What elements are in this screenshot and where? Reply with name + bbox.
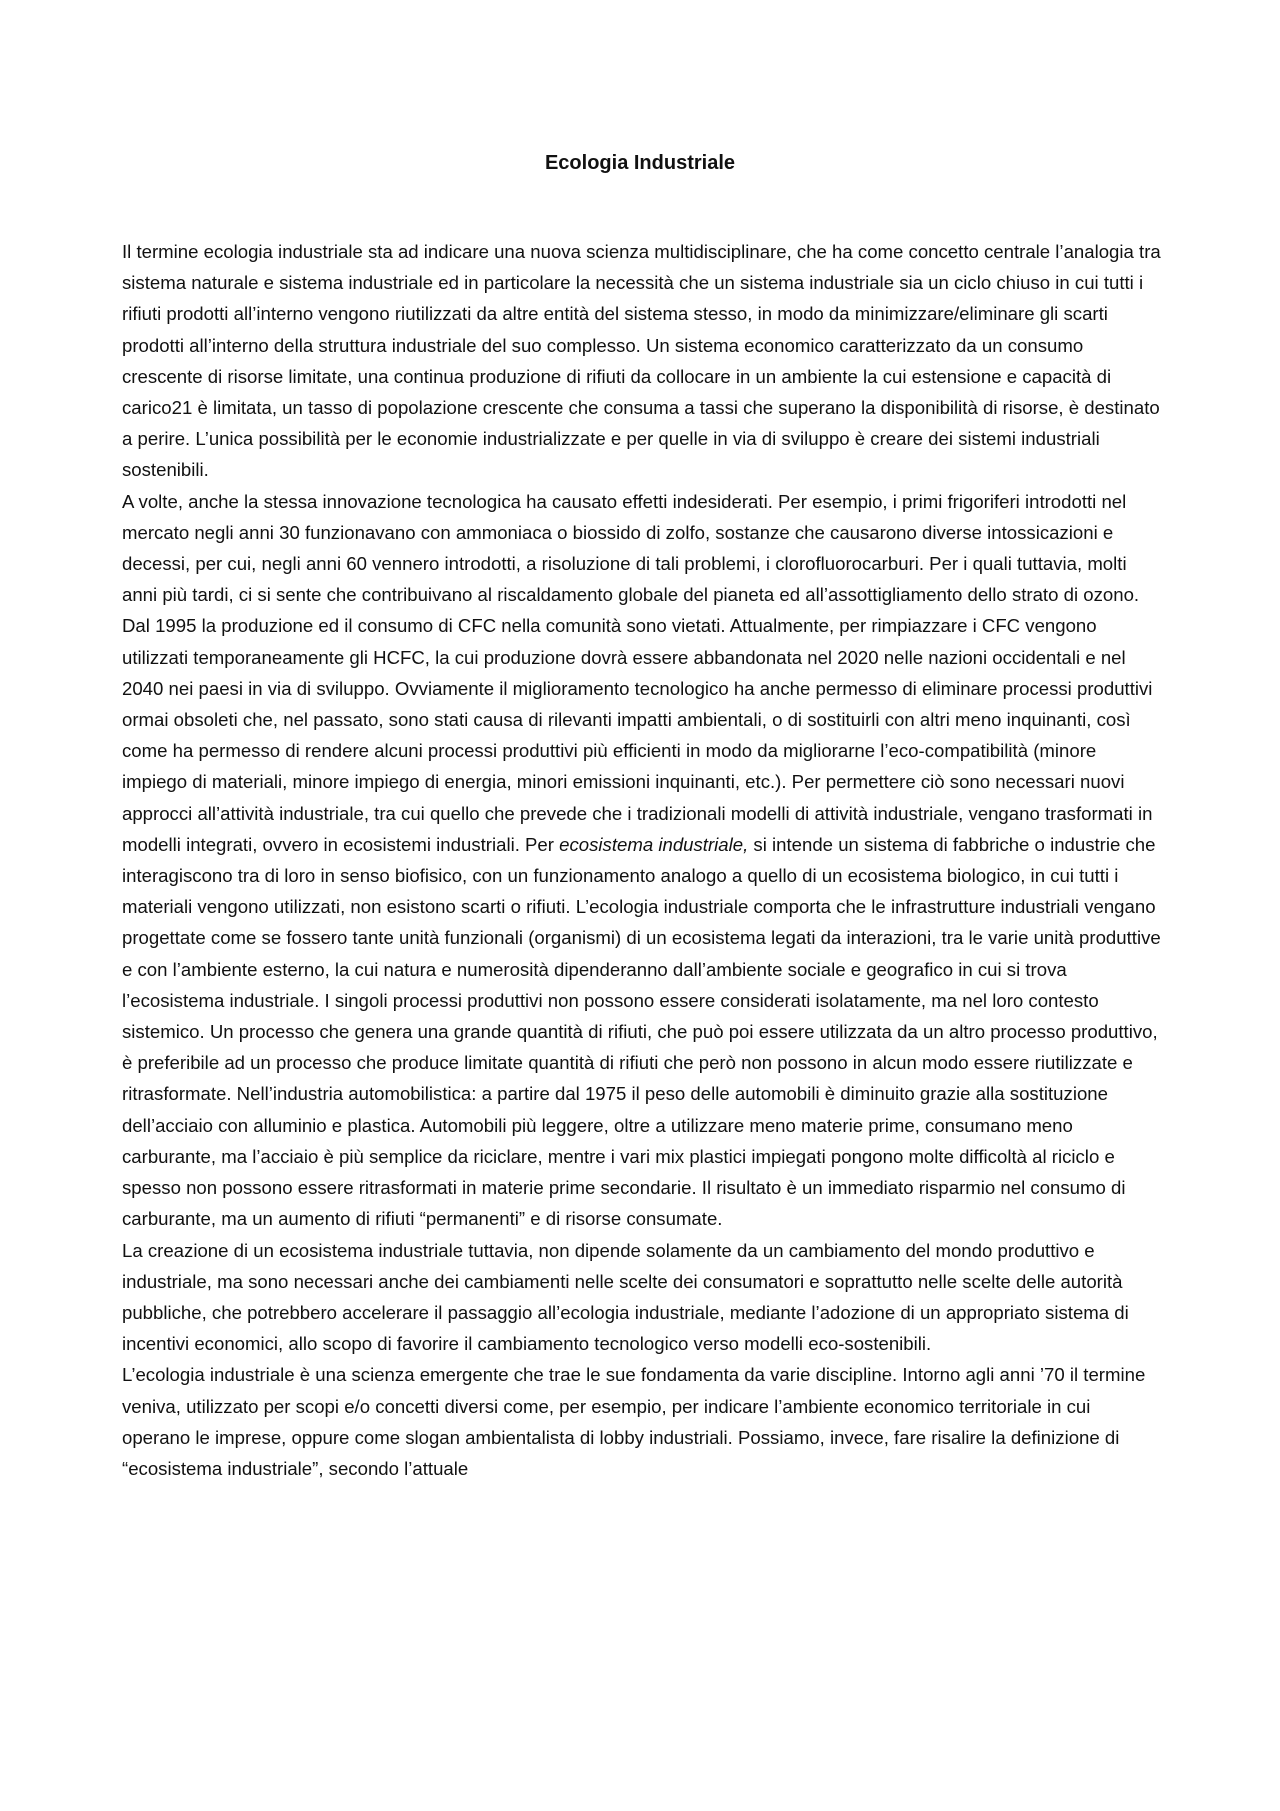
- paragraph-text: Il termine ecologia industriale sta ad indicare una nuova scienza multidisciplinare, che ha come concetto centrale l’analogia tra sistema naturale e sistema industriale ed in particolare la necessità che un sistema industriale sia un ciclo chiuso in cui tutti i rifiuti prodotti all’interno vengono riutilizzati da altre entità del sistema stesso, in modo da minimizzare/eliminare gli scarti prodotti all’interno della struttura industriale del suo complesso. Un sistema economico caratterizzato da un consumo crescente di risorse limitate, una continua produzione di rifiuti da collocare in un ambiente la cui estensione e capacità di carico21 è limitata, un tasso di popolazione crescente che consuma a tassi che superano la disponibilità di risorse, è destinato a perire. L’unica possibilità per le economie industrializzate e per quelle in via di sviluppo è creare dei sistemi industriali sostenibili.: [122, 241, 1161, 481]
- paragraph-text: si intende un sistema di fabbriche o industrie che interagiscono tra di loro in senso biofisico, con un funzionamento analogo a quello di un ecosistema biologico, in cui tutti i materiali vengono utilizzati, non esistono scarti o rifiuti. L’ecologia industriale comporta che le infrastrutture industriali vengano progettate come se fossero tante unità funzionali (organismi) di un ecosistema legati da interazioni, tra le varie unità produttive e con l’ambiente esterno, la cui natura e numerosità dipenderanno dall’ambiente sociale e geografico in cui si trova l’ecosistema industriale. I singoli processi produttivi non possono essere considerati isolatamente, ma nel loro contesto sistemico. Un processo che genera una grande quantità di rifiuti, che può poi essere utilizzata da un altro processo produttivo, è preferibile ad un processo che produce limitate quantità di rifiuti che però non possono in alcun modo essere riutilizzate e ritrasformate. Nell’industria automobilistica: a partire dal 1975 il peso delle automobili è diminuito grazie alla sostituzione dell’acciaio con alluminio e plastica. Automobili più leggere, oltre a utilizzare meno materie prime, consumano meno carburante, ma l’acciaio è più semplice da riciclare, mentre i vari mix plastici impiegati pongono molte difficoltà al riciclo e spesso non possono essere ritrasformati in materie prime secondarie. Il risultato è un immediato risparmio nel consumo di carburante, ma un aumento di rifiuti “permanenti” e di risorse consumate.: [122, 833, 1161, 1230]
- paragraph-intro: [122, 236, 1162, 486]
- paragraph-technology: [122, 486, 1162, 1235]
- paragraph-text: La creazione di un ecosistema industriale tuttavia, non dipende solamente da un cambiamento del mondo produttivo e industriale, ma sono necessari anche dei cambiamenti nelle scelte dei consumatori e soprattutto nelle scelte delle autorità pubbliche, che potrebbero accelerare il passaggio all’ecologia industriale, mediante l’adozione di un appropriato sistema di incentivi economici, allo scopo di favorire il cambiamento tecnologico verso modelli eco-sostenibili.: [122, 1239, 1129, 1355]
- paragraph-text: A volte, anche la stessa innovazione tecnologica ha causato effetti indesiderati. Per esempio, i primi frigoriferi introdotti nel mercato negli anni 30 funzionavano con ammoniaca o biossido di zolfo, sostanze che causarono diverse intossicazioni e decessi, per cui, negli anni 60 vennero introdotti, a risoluzione di tali problemi, i clorofluorocarburi. Per i quali tuttavia, molti anni più tardi, ci si sente che contribuivano al riscaldamento globale del pianeta ed all’assottigliamento dello strato di ozono. Dal 1995 la produzione ed il consumo di CFC nella comunità sono vietati. Attualmente, per rimpiazzare i CFC vengono utilizzati temporaneamente gli HCFC, la cui produzione dovrà essere abbandonata nel 2020 nelle nazioni occidentali e nel 2040 nei paesi in via di sviluppo. Ovviamente il miglioramento tecnologico ha anche permesso di eliminare processi produttivi ormai obsoleti che, nel passato, sono stati causa di rilevanti impatti ambientali, o di sostituirli con altri meno inquinanti, così come ha permesso di rendere alcuni processi produttivi più efficienti in modo da migliorarne l’eco-compatibilità (minore impiego di materiali, minore impiego di energia, minori emissioni inquinanti, etc.). Per permettere ciò sono necessari nuovi approcci all’attività industriale, tra cui quello che prevede che i tradizionali modelli di attività industriale, vengano trasformati in modelli integrati, ovvero in ecosistemi industriali. Per: [122, 490, 1153, 855]
- italic-term: ecosistema industriale,: [559, 833, 749, 855]
- paragraph-text: L’ecologia industriale è una scienza emergente che trae le sue fondamenta da varie discipline. Intorno agli anni ’70 il termine veniva, utilizzato per scopi e/o concetti diversi come, per esempio, per indicare l’ambiente economico territoriale in cui operano le imprese, oppure come slogan ambientalista di lobby industriali. Possiamo, invece, fare risalire la definizione di “ecosistema industriale”, secondo l’attuale: [122, 1364, 1146, 1479]
- document-body: [122, 236, 1162, 1484]
- page-title: Ecologia Industriale: [544, 152, 736, 174]
- paragraph-ecosystem-creation: [122, 1235, 1162, 1360]
- paragraph-history: [122, 1359, 1162, 1484]
